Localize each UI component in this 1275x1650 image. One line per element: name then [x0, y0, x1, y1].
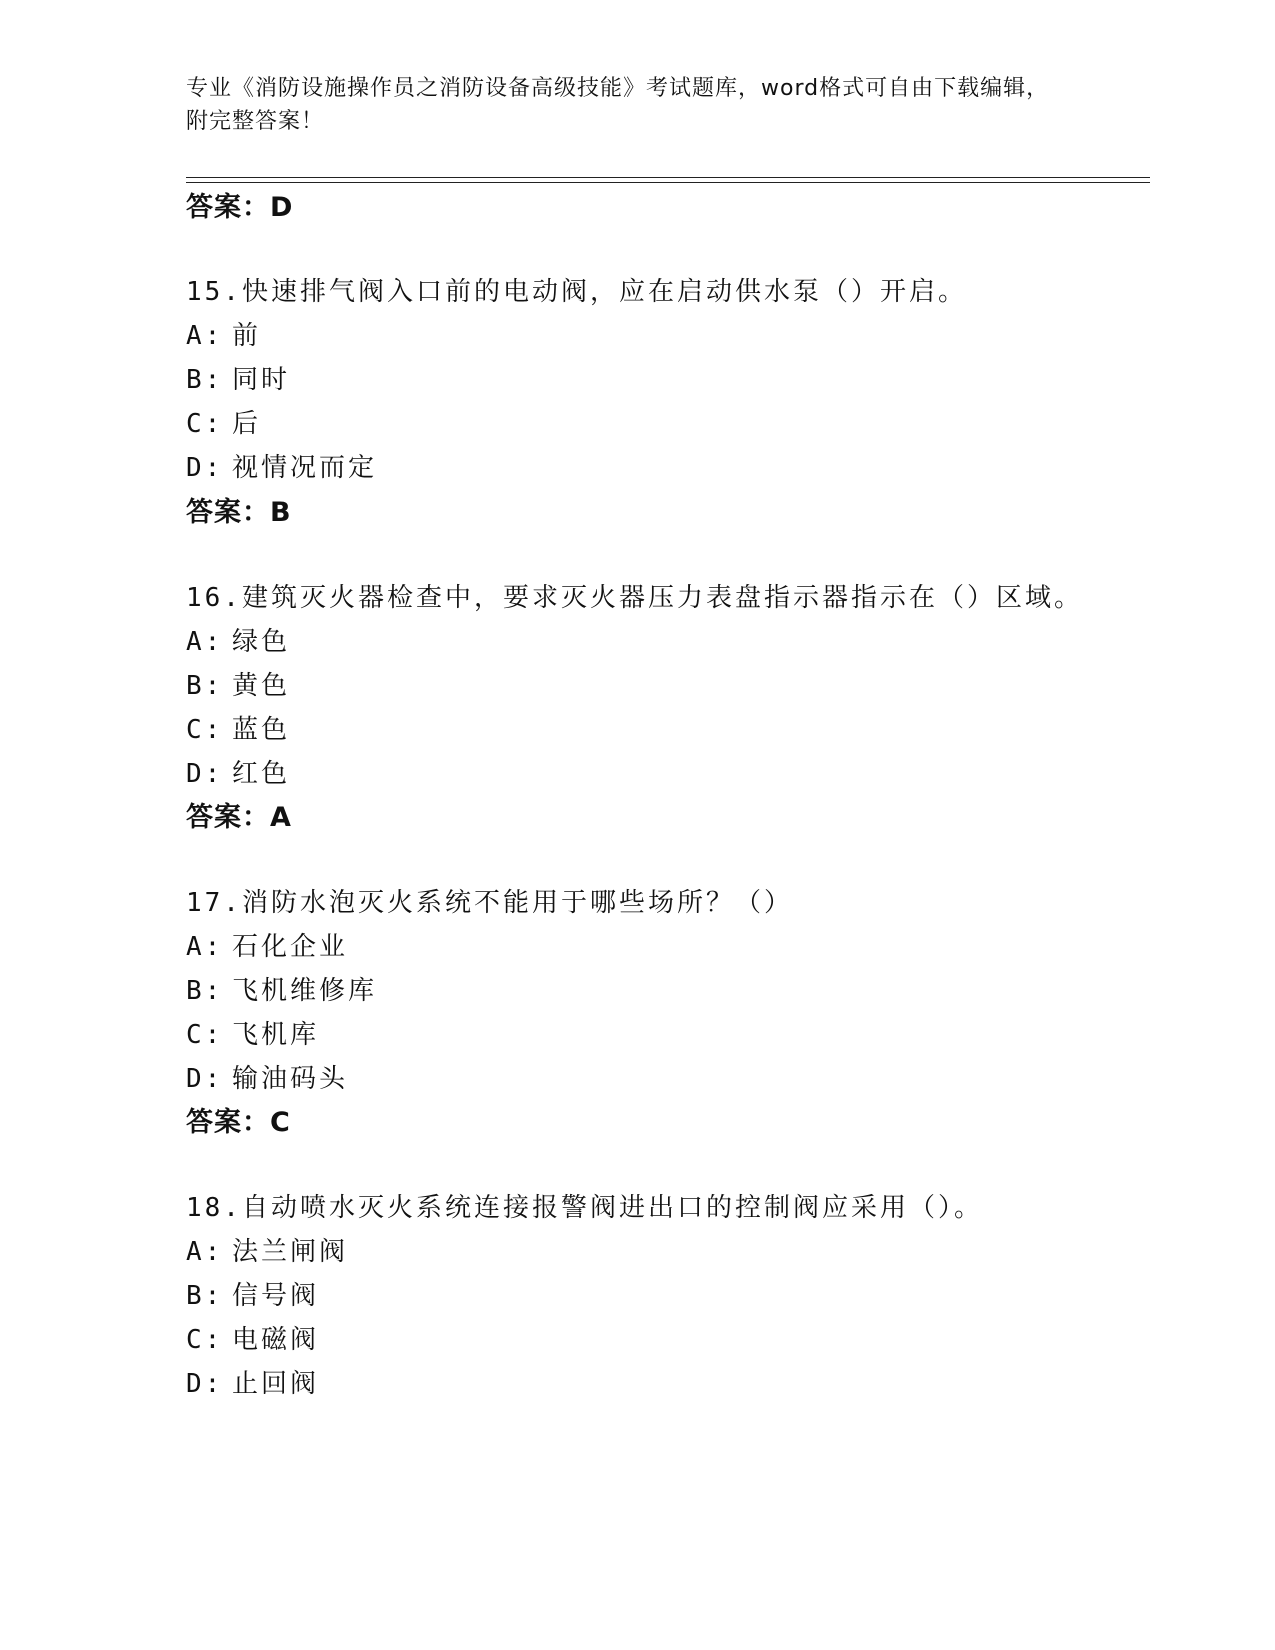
option-letter: A:: [186, 627, 224, 657]
option-letter: B:: [186, 976, 224, 1006]
answer-line: [186, 191, 293, 225]
option-letter: D:: [186, 1369, 224, 1399]
option-letter: B:: [186, 365, 224, 395]
option-text: 视情况而定: [232, 453, 378, 483]
option-letter: B:: [186, 671, 224, 701]
option-text: 石化企业: [232, 932, 349, 962]
question-stem: 16.建筑灭火器检查中，要求灭火器压力表盘指示器指示在（）区域。: [186, 583, 1083, 613]
header-divider-top: [186, 177, 1150, 178]
option-letter: D:: [186, 759, 224, 789]
option-text: 前: [232, 321, 262, 351]
option-letter: C:: [186, 409, 224, 439]
option-c: [186, 1323, 319, 1357]
option-d: [186, 1367, 319, 1401]
answer-value: A: [270, 802, 292, 833]
document-header: 专业《消防设施操作员之消防设备高级技能》考试题库，word格式可自由下载编辑，附完整答案！: [186, 76, 1050, 134]
option-text: 法兰闸阀: [232, 1237, 349, 1267]
answer-label: 答案：: [186, 497, 270, 528]
option-text: 电磁阀: [232, 1325, 320, 1355]
option-d: [186, 451, 377, 485]
question-stem: 15.快速排气阀入口前的电动阀，应在启动供水泵（）开启。: [186, 277, 967, 307]
option-text: 绿色: [232, 627, 291, 657]
question-stem: 18.自动喷水灭火系统连接报警阀进出口的控制阀应采用（）。: [186, 1193, 983, 1223]
option-text: 信号阀: [232, 1281, 320, 1311]
option-letter: C:: [186, 1020, 224, 1050]
answer-line: [186, 496, 292, 530]
option-text: 输油码头: [232, 1064, 349, 1094]
option-a: [186, 625, 290, 659]
option-b: [186, 363, 290, 397]
option-letter: B:: [186, 1281, 224, 1311]
option-c: [186, 713, 290, 747]
option-b: [186, 974, 377, 1008]
answer-line: [186, 801, 292, 835]
option-a: [186, 319, 261, 353]
option-text: 红色: [232, 759, 291, 789]
header-divider-bottom: [186, 182, 1150, 183]
option-text: 飞机库: [232, 1020, 320, 1050]
question-stem: 17.消防水泡灭火系统不能用于哪些场所？（）: [186, 888, 793, 918]
answer-value: D: [270, 192, 294, 223]
answer-label: 答案：: [186, 1107, 270, 1138]
option-c: [186, 1018, 319, 1052]
option-letter: A:: [186, 321, 224, 351]
option-d: [186, 1062, 348, 1096]
option-letter: D:: [186, 1064, 224, 1094]
option-letter: D:: [186, 453, 224, 483]
option-text: 止回阀: [232, 1369, 320, 1399]
option-text: 蓝色: [232, 715, 291, 745]
answer-value: C: [270, 1107, 291, 1138]
option-text: 黄色: [232, 671, 291, 701]
option-text: 后: [232, 409, 262, 439]
option-c: [186, 407, 261, 441]
option-b: [186, 669, 290, 703]
answer-label: 答案：: [186, 802, 270, 833]
option-text: 同时: [232, 365, 291, 395]
option-letter: A:: [186, 1237, 224, 1267]
option-letter: A:: [186, 932, 224, 962]
answer-value: B: [270, 497, 292, 528]
option-text: 飞机维修库: [232, 976, 378, 1006]
option-letter: C:: [186, 1325, 224, 1355]
answer-label: 答案：: [186, 192, 270, 223]
option-a: [186, 1235, 348, 1269]
option-b: [186, 1279, 319, 1313]
option-d: [186, 757, 290, 791]
option-a: [186, 930, 348, 964]
option-letter: C:: [186, 715, 224, 745]
answer-line: [186, 1106, 291, 1140]
